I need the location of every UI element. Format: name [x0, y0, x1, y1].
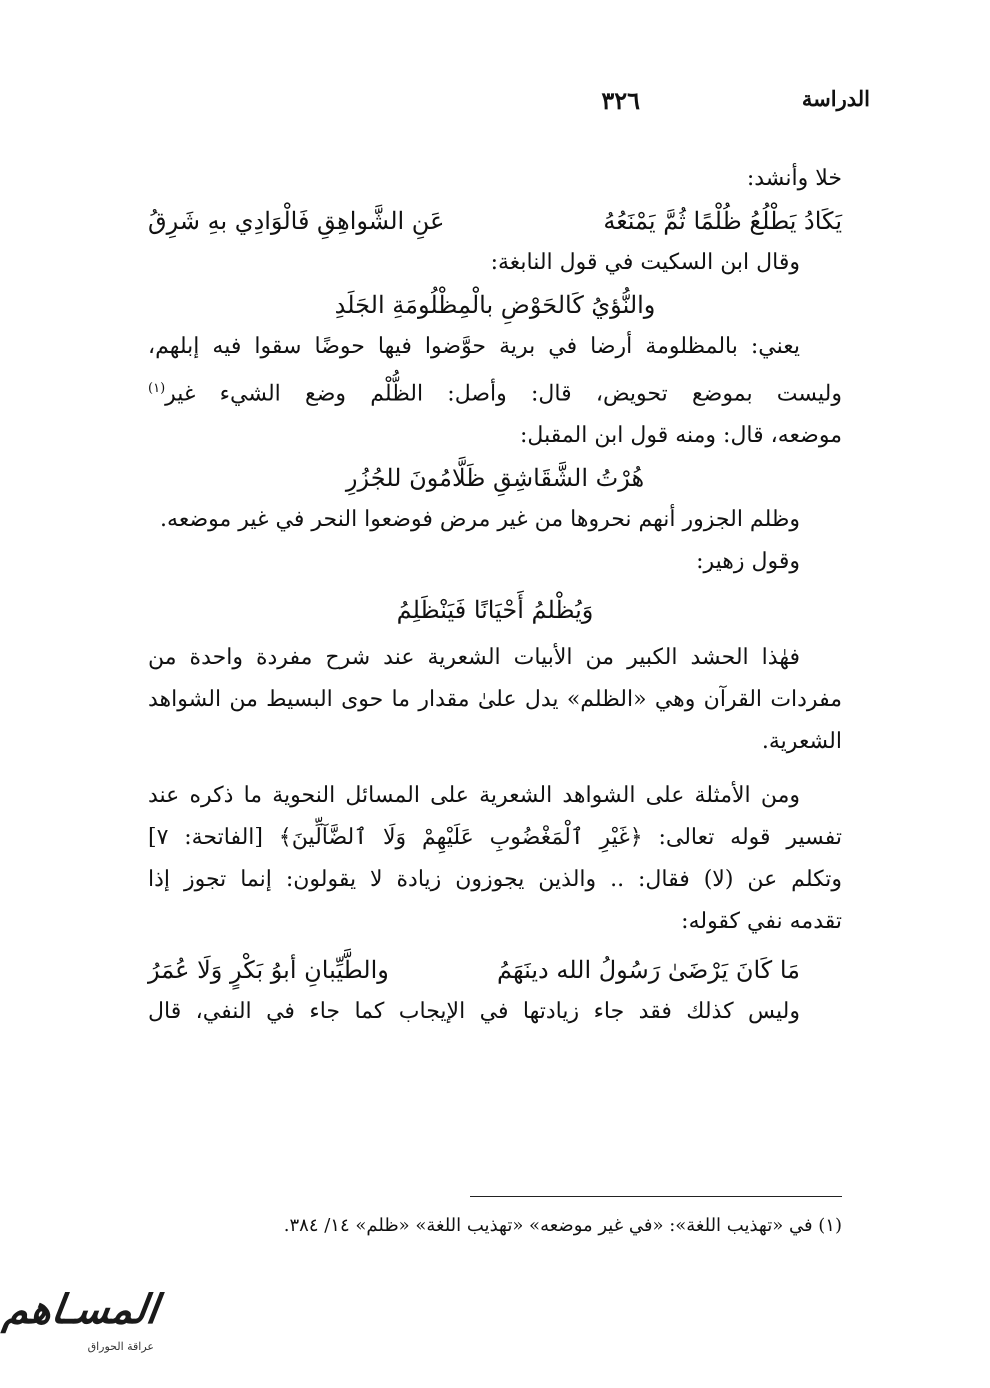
verse-hemistich-first: مَا كَانَ يَرْضَىٰ رَسُولُ الله دينَهَمُ: [497, 956, 800, 985]
verse-line: هُرْتُ الشَّقَاشِقِ ظَلَّامُونَ للجُزُرِ: [345, 464, 645, 493]
text-line: وقال ابن السكيت في قول النابغة:: [490, 250, 800, 275]
text-line: وتكلم عن (لا) فقال: .. والذين يجوزون زيادة لا يقولون: إنما تجوز إذا: [148, 867, 842, 893]
footnote-reference: (١): [148, 381, 166, 396]
text-line: وظلم الجزور أنهم نحروها من غير مرض فوضعوا النحر في غير موضعه.: [160, 507, 800, 533]
page-body: [148, 158, 842, 1033]
publisher-seal: [0, 1282, 164, 1368]
text-line: خلا وأنشد:: [746, 166, 842, 191]
footnote-divider: [470, 1196, 842, 1197]
verse-hemistich-first: يَكَادُ يَطْلُعُ ظُلْمًا ثُمَّ يَمْنَعُهُ: [603, 207, 842, 235]
footnote: (١) في «تهذيب اللغة»: «في غير موضعه» «تهذيب اللغة» «ظلم» ١٤/ ٣٨٤.: [283, 1215, 842, 1236]
text-line: [148, 368, 842, 415]
text-line: تفسير قوله تعالى: ﴿غَيْرِ ٱلْمَغْضُوبِ عَلَيْهِمْ وَلَا ٱلضَّآلِّينَ﴾ [الفاتحة: ٧]: [148, 825, 842, 851]
text-line: موضعه، قال: ومنه قول ابن المقبل:: [520, 423, 842, 449]
text-line: فهٰذا الحشد الكبير من الأبيات الشعرية عند شرح مفردة واحدة من: [148, 645, 800, 671]
text-line: وليس كذلك فقد جاء زيادتها في الإيجاب كما جاء في النفي، قال: [148, 999, 800, 1025]
verse-line: [148, 949, 842, 991]
verse-line: وَيُظْلمُ أَحْيَانًا فَيَنْظَلِمُ: [396, 596, 594, 625]
page-header: [120, 86, 870, 126]
text-line: يعني: بالمظلومة أرضا في برية حوَّضوا فيها حوضًا سقوا فيه إبلهم،: [148, 334, 800, 359]
text-line: الشعرية.: [761, 729, 842, 755]
text-line-body: وليست بموضع تحويض، قال: وأصل: الظُّلْم وضع الشيء غير: [165, 381, 842, 407]
verse-line: [148, 200, 842, 242]
seal-sub-text: عراقة الحوراق: [87, 1340, 154, 1353]
running-title: الدراسة: [801, 86, 870, 111]
verse-line: والنُّؤيُ كَالحَوْضِ بالْمِظْلُومَةِ الجَلَدِ: [334, 291, 656, 319]
page-number: ٣٢٦: [601, 86, 640, 115]
verse-hemistich-second: والطَّيِّبانِ أبوُ بَكْرٍ وَلَا عُمَرُ: [148, 956, 389, 985]
text-line: وقول زهير:: [696, 549, 800, 575]
verse-hemistich-second: عَنِ الشَّواهِقِ فَالْوَادِي بهِ شَرِقُ: [148, 207, 445, 235]
text-line: تقدمه نفي كقوله:: [681, 909, 842, 935]
seal-main-text: المسـاهم: [0, 1286, 162, 1333]
text-line: ومن الأمثلة على الشواهد الشعرية على المسائل النحوية ما ذكره عند: [148, 783, 800, 809]
text-line: مفردات القرآن وهي «الظلم» يدل علىٰ مقدار ما حوى البسيط من الشواهد: [148, 687, 842, 713]
